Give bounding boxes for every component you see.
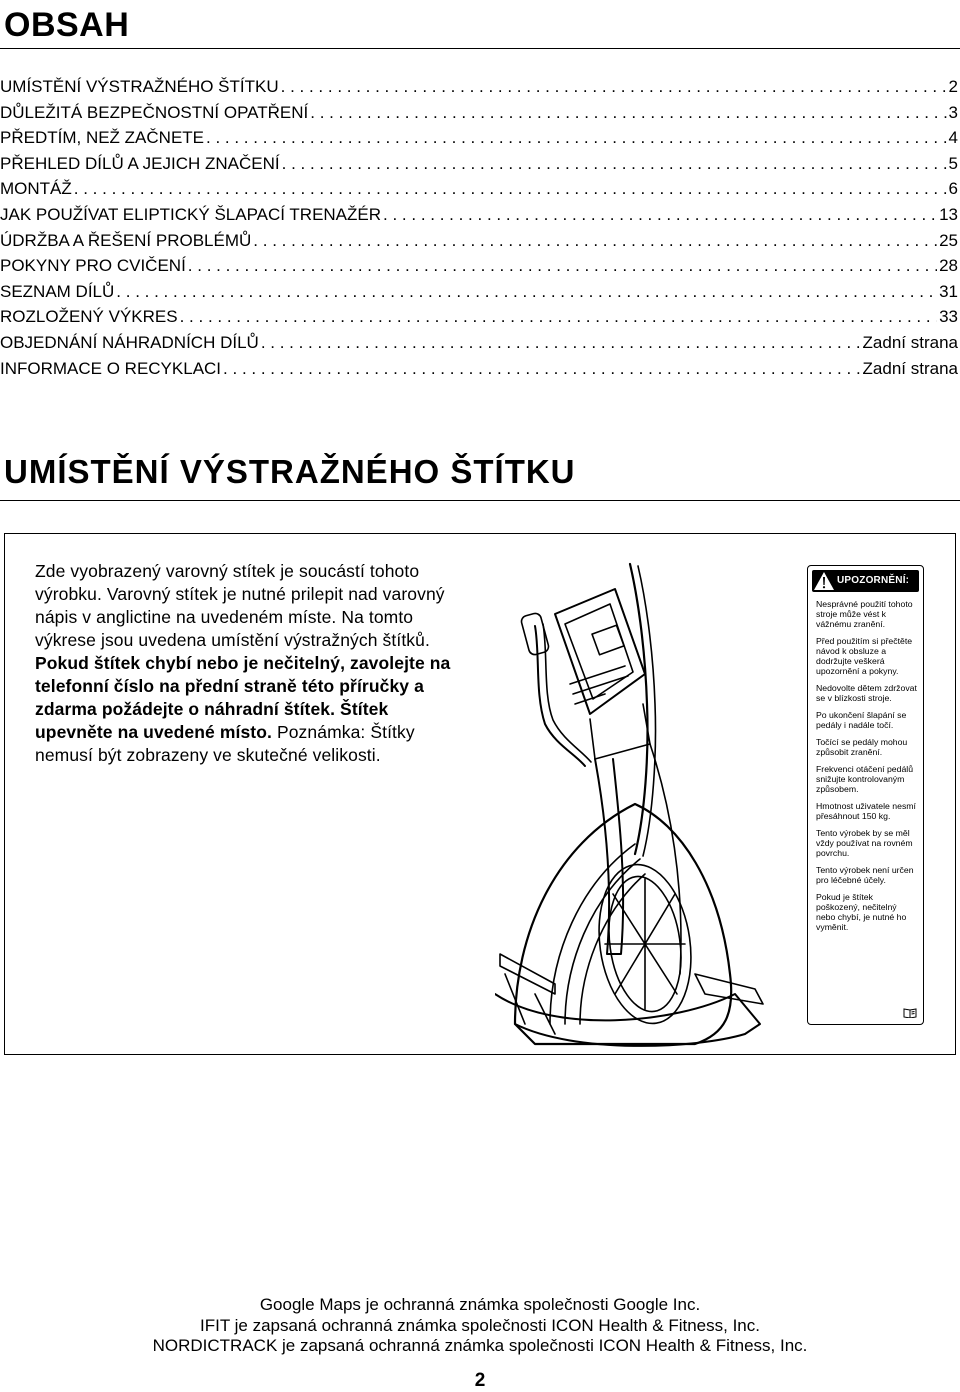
toc-entry-label: JAK POUŽÍVAT ELIPTICKÝ ŠLAPACÍ TRENAŽÉR [0,204,382,224]
warning-instructions [35,560,465,767]
manual-book-icon [903,1007,917,1018]
page-heading: OBSAH [4,6,130,44]
toc-leader-dots [188,253,937,278]
toc-leader-dots [253,228,937,253]
toc-entry-label: ROZLOŽENÝ VÝKRES [0,307,178,327]
toc-leader-dots [281,74,947,99]
toc-leader-dots [310,100,946,125]
toc-entry-page: 31 [939,281,958,301]
toc-entry-label: PŘEHLED DÍLŮ A JEJICH ZNAČENÍ [0,153,280,173]
toc-entry-page: Zadní strana [862,358,958,378]
toc-entry-page: 25 [939,230,958,250]
toc-entry-label: ÚDRŽBA A ŘEŠENÍ PROBLÉMŮ [0,230,252,250]
toc-entry-page: 6 [948,179,958,199]
toc-entry-label: SEZNAM DÍLŮ [0,281,115,301]
toc-entry-page: 2 [948,77,958,96]
toc-entry[interactable] [0,100,960,126]
label-header [812,570,919,592]
page-number: 2 [474,1370,486,1391]
toc-entry[interactable] [0,253,960,279]
heading-rule [0,48,960,49]
toc-entry-label: PŘEDTÍM, NEŽ ZAČNETE [0,128,205,148]
elliptical-trainer-illustration [495,554,770,1054]
label-warning-item: Pokud je štítek poškozený, nečitelný nebo chybí, je nutné ho vyměnit. [816,892,907,932]
warning-text-bold: Pokud štítek chybí nebo je nečitelný, zavolejte na telefonní číslo na přední straně této příručky a zdarma požádejte o náhradní štítek. Štítek upevněte na uvedené místo. [35,653,451,742]
warning-label-card [807,565,924,1025]
toc-leader-dots [116,279,937,304]
toc-entry-page: Zadní strana [862,332,958,352]
toc-entry-page: 5 [948,153,958,173]
section-rule [0,500,960,501]
toc-entry[interactable] [0,176,960,202]
table-of-contents [0,74,960,381]
toc-entry[interactable] [0,151,960,177]
toc-entry-label: POKYNY PRO CVIČENÍ [0,256,186,276]
label-warning-item: Hmotnost uživatele nesmí přesáhnout 150 kg. [816,801,916,821]
toc-entry-page: 3 [948,102,958,122]
toc-entry[interactable] [0,330,960,356]
toc-entry[interactable] [0,279,960,305]
label-warning-item: Tento výrobek by se měl vždy používat na rovném povrchu. [816,828,913,858]
footer-line: Google Maps je ochranná známka společnosti Google Inc. [259,1295,701,1314]
toc-entry-page: 33 [939,307,958,327]
toc-entry-page: 28 [939,256,958,276]
toc-entry-label: DŮLEŽITÁ BEZPEČNOSTNÍ OPATŘENÍ [0,102,309,122]
toc-entry[interactable] [0,202,960,228]
toc-entry-label: OBJEDNÁNÍ NÁHRADNÍCH DÍLŮ [0,332,259,352]
section-title: UMÍSTĚNÍ VÝSTRAŽNÉHO ŠTÍTKU [4,453,576,490]
trademark-footer [0,1295,960,1357]
warning-text-intro: Zde vyobrazený varovný stítek je soucástí tohoto výrobku. Varovný stítek je nutné prilepit nad varovný nápis v anglictine na uvedeném míste. Na tomto výkrese jsou uvedena umístění výstražných štítků. [35,561,445,650]
toc-entry-page: 4 [948,128,958,148]
toc-leader-dots [74,176,947,201]
label-warning-item: Točící se pedály mohou způsobit zranění. [816,737,908,757]
toc-entry[interactable] [0,125,960,151]
label-header-text: UPOZORNĚNÍ: [837,575,910,586]
label-warning-item: Nesprávné použití tohoto stroje může vést k vážnému zranění. [816,599,913,629]
label-warning-item: Tento výrobek není určen pro léčebné účely. [816,865,914,885]
label-warning-item: Po ukončení šlapání se pedály i nadále točí. [816,710,907,730]
toc-leader-dots [383,202,937,227]
label-warning-list [816,599,918,939]
toc-leader-dots [206,125,947,150]
toc-entry-label: UMÍSTĚNÍ VÝSTRAŽNÉHO ŠTÍTKU [0,77,279,96]
toc-entry[interactable] [0,356,960,382]
toc-leader-dots [223,356,861,381]
toc-entry[interactable] [0,74,960,100]
toc-leader-dots [282,151,947,176]
toc-entry[interactable] [0,304,960,330]
label-warning-item: Frekvenci otáčení pedálů snižujte kontrolovaným způsobem. [816,764,914,794]
toc-entry-label: INFORMACE O RECYKLACI [0,358,222,378]
warning-text-note: Poznámka: Štítky nemusí být zobrazeny ve skutečné velikosti. [35,722,415,765]
footer-line: NORDICTRACK je zapsaná ochranná známka společnosti ICON Health & Fitness, Inc. [152,1336,808,1355]
toc-entry-page: 13 [939,204,958,224]
footer-line: IFIT je zapsaná ochranná známka společnosti ICON Health & Fitness, Inc. [199,1315,760,1335]
warning-triangle-icon [813,571,835,591]
toc-entry-label: MONTÁŽ [0,179,72,199]
toc-entry[interactable] [0,228,960,254]
label-warning-item: Nedovolte dětem zdržovat se v blízkosti stroje. [816,683,917,703]
label-warning-item: Před použitím si přečtěte návod k obsluze a dodržujte veškerá upozornění a pokyny. [816,636,913,676]
toc-leader-dots [180,304,937,329]
toc-leader-dots [261,330,861,355]
